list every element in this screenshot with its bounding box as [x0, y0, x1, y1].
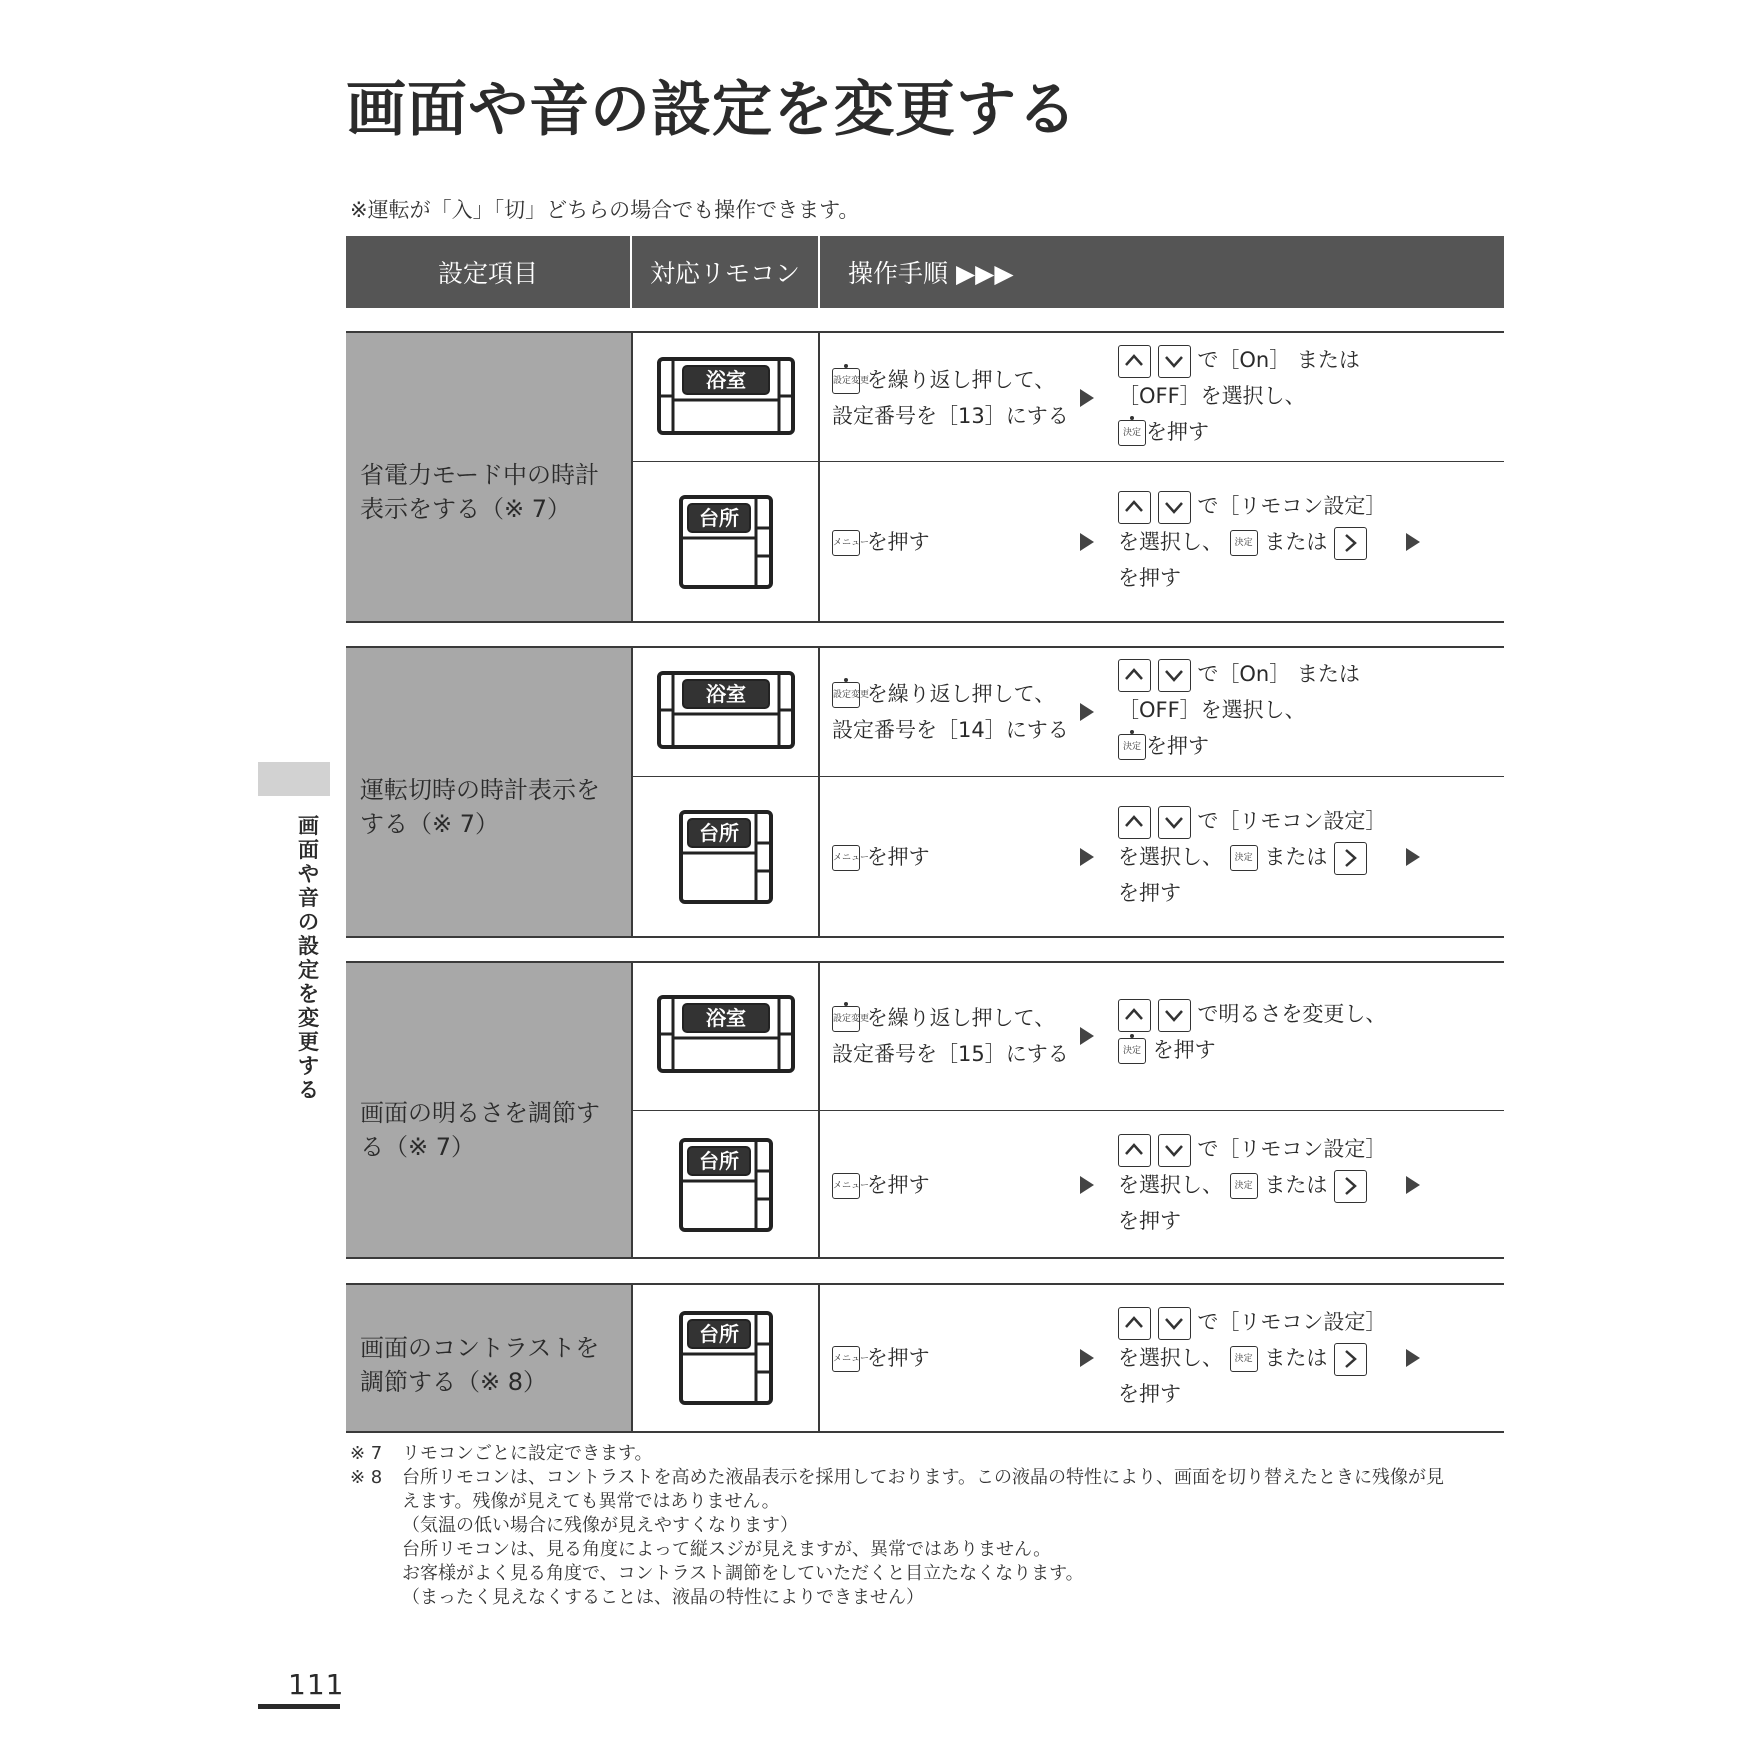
kitchen-remote-label: 台所	[699, 506, 739, 530]
confirm-key-icon: 決定	[1118, 734, 1146, 760]
up-key-icon	[1118, 345, 1151, 378]
step-text: を押す	[1118, 1209, 1181, 1233]
header-remote: 対応リモコン	[632, 236, 818, 308]
up-key-icon	[1118, 659, 1151, 692]
down-key-icon	[1158, 659, 1191, 692]
step-text: または	[1264, 845, 1328, 869]
footnote-8	[350, 1466, 1444, 1490]
down-key-icon	[1158, 345, 1191, 378]
next-step-arrow-icon	[1080, 389, 1094, 407]
bath-remote-icon	[656, 356, 796, 436]
next-step-arrow-icon	[1080, 1349, 1094, 1367]
footnote-text: えます。残像が見えても異常ではありません。	[402, 1491, 780, 1512]
step-text: で明るさを変更し、	[1197, 1002, 1387, 1026]
confirm-key-icon: 決定	[1230, 845, 1258, 871]
menu-key-icon: メニュー	[832, 845, 860, 871]
step-text: で［On］ または	[1197, 348, 1360, 372]
step-text: を選択し、	[1118, 845, 1223, 869]
right-key-icon	[1334, 1343, 1367, 1376]
kitchen-remote-icon	[678, 1310, 774, 1406]
bath-remote-label: 浴室	[706, 368, 746, 392]
settings-change-key-icon: 設定変更	[832, 368, 860, 394]
step-text: または	[1264, 530, 1328, 554]
step-text: を押す	[866, 845, 930, 869]
step-text: ［OFF］を選択し、	[1118, 384, 1306, 408]
footnote-text: （気温の低い場合に残像が見えやすくなります）	[402, 1515, 798, 1536]
next-step-arrow-icon	[1080, 1176, 1094, 1194]
kitchen-remote-icon	[678, 494, 774, 590]
settings-change-key-icon: 設定変更	[832, 682, 860, 708]
side-tab-label: 画面や音の設定を変更する	[298, 814, 319, 1102]
footnote-text: （まったく見えなくすることは、液晶の特性によりできません）	[402, 1587, 924, 1608]
step-2	[1118, 803, 1386, 911]
right-key-icon	[1334, 1170, 1367, 1203]
continue-arrow-icon	[1406, 1349, 1420, 1367]
step-text: を押す	[866, 530, 930, 554]
col-divider	[818, 1284, 820, 1432]
page-number: 111	[288, 1668, 345, 1701]
row-divider	[346, 646, 1504, 648]
step-1	[832, 839, 930, 875]
right-key-icon	[1334, 842, 1367, 875]
col-divider	[631, 962, 633, 1258]
step-2	[1118, 342, 1360, 450]
up-key-icon	[1118, 1307, 1151, 1340]
setting-item-label: 画面のコントラストを調節する（※ 8）	[360, 1334, 600, 1396]
step-text: を選択し、	[1118, 1346, 1223, 1370]
kitchen-remote-label: 台所	[699, 1149, 739, 1173]
confirm-key-icon: 決定	[1230, 1173, 1258, 1199]
row-divider	[346, 621, 1504, 623]
row-subdivider	[632, 1110, 1504, 1111]
step-text: 設定番号を［13］にする	[832, 404, 1069, 428]
footnote-text: お客様がよく見る角度で、コントラスト調節をしていただくと目立たなくなります。	[402, 1563, 1084, 1584]
step-1	[832, 362, 1069, 434]
kitchen-remote-label: 台所	[699, 821, 739, 845]
bath-remote-icon	[656, 670, 796, 750]
footnote-text: リモコンごとに設定できます。	[402, 1443, 653, 1464]
bath-remote-icon	[656, 994, 796, 1074]
next-step-arrow-icon	[1080, 1027, 1094, 1045]
down-key-icon	[1158, 491, 1191, 524]
col-divider	[631, 1284, 633, 1432]
step-1	[832, 1167, 930, 1203]
step-text: を押す	[1146, 420, 1209, 444]
operation-note: ※運転が「入」「切」どちらの場合でも操作できます。	[350, 198, 860, 222]
setting-item-label: 運転切時の時計表示をする（※ 7）	[360, 776, 600, 838]
down-key-icon	[1158, 999, 1191, 1032]
header-setting-item: 設定項目	[346, 236, 630, 308]
row-divider	[346, 1257, 1504, 1259]
row-divider	[346, 936, 1504, 938]
step-1	[832, 524, 930, 560]
col-divider	[631, 332, 633, 622]
setting-item-cell	[346, 962, 632, 1258]
step-1	[832, 1000, 1069, 1072]
step-text: を繰り返し押して、	[866, 1006, 1056, 1030]
setting-item-label: 画面の明るさを調節する（※ 7）	[360, 1099, 600, 1161]
step-text: を押す	[866, 1173, 930, 1197]
col-divider	[818, 962, 820, 1258]
continue-arrow-icon	[1406, 848, 1420, 866]
confirm-key-icon: 決定	[1118, 1038, 1146, 1064]
row-divider	[346, 961, 1504, 963]
setting-item-cell	[346, 647, 632, 937]
next-step-arrow-icon	[1080, 848, 1094, 866]
step-text: を繰り返し押して、	[866, 682, 1056, 706]
menu-key-icon: メニュー	[832, 1346, 860, 1372]
step-text: を押す	[1118, 1382, 1181, 1406]
bath-remote-label: 浴室	[706, 682, 746, 706]
step-2	[1118, 1131, 1386, 1239]
step-text: を押す	[1152, 1038, 1216, 1062]
step-text: で［リモコン設定］	[1197, 494, 1387, 518]
continue-arrow-icon	[1406, 533, 1420, 551]
kitchen-remote-icon	[678, 809, 774, 905]
step-text: を押す	[866, 1346, 930, 1370]
row-divider	[346, 331, 1504, 333]
confirm-key-icon: 決定	[1118, 420, 1146, 446]
col-divider	[818, 332, 820, 622]
settings-change-key-icon: 設定変更	[832, 1006, 860, 1032]
bath-remote-label: 浴室	[706, 1006, 746, 1030]
step-1	[832, 1340, 930, 1376]
menu-key-icon: メニュー	[832, 1173, 860, 1199]
setting-item-cell	[346, 332, 632, 622]
step-text: で［リモコン設定］	[1197, 1310, 1387, 1334]
next-step-arrow-icon	[1080, 533, 1094, 551]
confirm-key-icon: 決定	[1230, 1346, 1258, 1372]
step-2	[1118, 996, 1386, 1068]
menu-key-icon: メニュー	[832, 530, 860, 556]
down-key-icon	[1158, 1134, 1191, 1167]
up-key-icon	[1118, 491, 1151, 524]
side-tab-marker	[258, 762, 330, 796]
up-key-icon	[1118, 999, 1151, 1032]
header-steps: 操作手順 ▶▶▶	[820, 236, 1504, 308]
step-text: 設定番号を［15］にする	[832, 1042, 1069, 1066]
row-divider	[346, 1431, 1504, 1433]
step-text: を押す	[1146, 734, 1209, 758]
step-2	[1118, 656, 1360, 764]
step-text: を選択し、	[1118, 530, 1223, 554]
continue-arrow-icon	[1406, 1176, 1420, 1194]
step-text: で［リモコン設定］	[1197, 809, 1387, 833]
kitchen-remote-label: 台所	[699, 1322, 739, 1346]
footnote-text: 台所リモコンは、見る角度によって縦スジが見えますが、異常ではありません。	[402, 1539, 1052, 1560]
up-key-icon	[1118, 1134, 1151, 1167]
setting-item-label: 省電力モード中の時計表示をする（※ 7）	[360, 461, 600, 523]
step-text: で［On］ または	[1197, 662, 1360, 686]
step-text: または	[1264, 1346, 1328, 1370]
page-title: 画面や音の設定を変更する	[346, 75, 1078, 145]
footnote-mark: ※ 7	[350, 1443, 383, 1464]
step-text: で［リモコン設定］	[1197, 1137, 1387, 1161]
next-step-arrow-icon	[1080, 703, 1094, 721]
footnote-mark: ※ 8	[350, 1467, 383, 1488]
step-text: または	[1264, 1173, 1328, 1197]
step-text: を押す	[1118, 881, 1181, 905]
step-2	[1118, 1304, 1386, 1412]
step-text: を選択し、	[1118, 1173, 1223, 1197]
setting-item-cell	[346, 1284, 632, 1432]
step-text: ［OFF］を選択し、	[1118, 698, 1306, 722]
confirm-key-icon: 決定	[1230, 530, 1258, 556]
footnote-7	[350, 1442, 1444, 1466]
col-divider	[818, 647, 820, 937]
row-subdivider	[632, 776, 1504, 777]
col-divider	[631, 647, 633, 937]
down-key-icon	[1158, 1307, 1191, 1340]
step-2	[1118, 488, 1386, 596]
row-divider	[346, 1283, 1504, 1285]
step-text: を押す	[1118, 566, 1181, 590]
page-number-underline	[258, 1704, 340, 1709]
up-key-icon	[1118, 806, 1151, 839]
down-key-icon	[1158, 806, 1191, 839]
step-text: を繰り返し押して、	[866, 368, 1056, 392]
footnote-text: 台所リモコンは、コントラストを高めた液晶表示を採用しております。この液晶の特性により、画面を切り替えたときに残像が見	[402, 1467, 1445, 1488]
step-1	[832, 676, 1069, 748]
step-text: 設定番号を［14］にする	[832, 718, 1069, 742]
row-subdivider	[632, 461, 1504, 462]
kitchen-remote-icon	[678, 1137, 774, 1233]
footnotes	[350, 1442, 1444, 1610]
right-key-icon	[1334, 527, 1367, 560]
